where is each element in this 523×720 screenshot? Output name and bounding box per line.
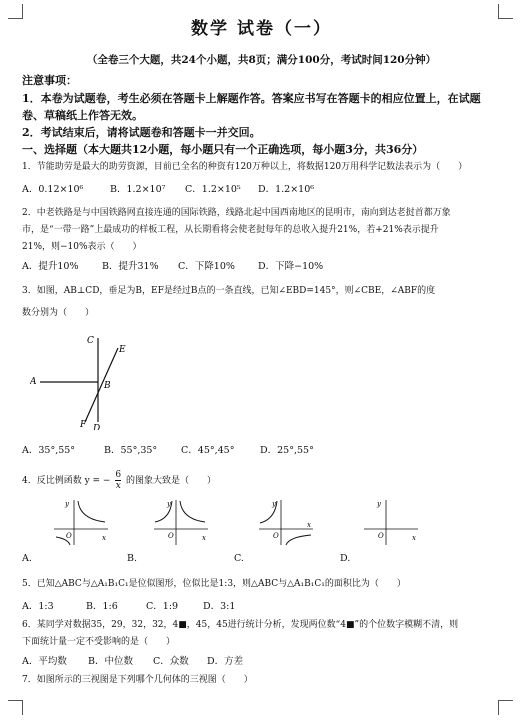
crop-mark-bottom-left (8, 700, 23, 715)
q4-fraction (115, 470, 121, 491)
label-b: B (104, 381, 111, 391)
question-2-line-3: 21%，则−10%表示（ ） (22, 242, 142, 252)
q3-option-c: C．45°,45° (181, 445, 235, 456)
question-2-line-2: 市，是“一带一路”上最成功的样板工程，从长期看将会使老挝每年的总收入提升21%，若+21%表示提升 (22, 225, 439, 235)
q4b-y-label: y (167, 500, 171, 508)
q1-option-b: B．1.2×10⁷ (110, 184, 166, 195)
note-1-line-1: 1．本卷为试题卷，考生必须在答题卡上解题作答。答案应书写在答题卡的相应位置上，在试题 (22, 92, 481, 105)
q4-numerator: 6 (115, 470, 122, 480)
q4-suffix: 的图象大致是（ ） (125, 476, 216, 486)
q2-option-c: C．下降10% (178, 261, 235, 272)
q5-option-d: D．3:1 (203, 601, 236, 612)
page-title: 数学 试卷（一） (191, 19, 332, 39)
question-2-line-1: 2．中老铁路是与中国铁路网直接连通的国际铁路，线路北起中国西南地区的昆明市，南向到达老挝首都万象 (22, 208, 451, 218)
label-a: A (30, 377, 37, 387)
question-4-text (22, 470, 216, 491)
q4d-origin-label: O (378, 532, 384, 540)
section-1-heading: 一、选择题（本大题共12小题，每小题只有一个正确选项，每小题3分，共36分） (22, 143, 424, 156)
q4a-x-label: x (102, 534, 106, 542)
note-2: 2．考试结束后，请将试题卷和答题卡一并交回。 (22, 126, 261, 139)
note-1-line-2: 卷、草稿纸上作答无效。 (22, 109, 143, 122)
q2-option-d: D．下降−10% (258, 261, 324, 272)
q6-option-a: A．平均数 (22, 656, 67, 667)
q4b-origin-label: O (168, 532, 174, 540)
q6-option-d: D．方差 (207, 656, 244, 667)
q4-prefix: 4．反比例函数 y = − (22, 476, 111, 486)
q1-option-a: A．0.12×10⁶ (22, 184, 84, 195)
question-6-line-1: 6．某同学对数据35，29，32，32，4■，45，45进行统计分析，发现两位数“4■”的个位数字模糊不清，则 (22, 620, 459, 630)
q4d-y-label: y (377, 500, 381, 508)
q4-option-a: A. (22, 553, 32, 564)
q5-option-c: C．1:9 (146, 601, 179, 612)
q3-option-b: B．55°,35° (104, 445, 158, 456)
question-7-text: 7．如图所示的三视图是下列哪个几何体的三视图（ ） (22, 675, 253, 685)
q5-option-b: B．1:6 (86, 601, 118, 612)
q3-option-a: A．35°,55° (22, 445, 76, 456)
q3-option-d: D．25°,55° (260, 445, 314, 456)
q4-option-b: B. (127, 553, 138, 564)
q4-denominator: x (115, 481, 121, 491)
q1-option-c: C．1.2×10⁵ (185, 184, 241, 195)
question-3-line-2: 数分别为（ ） (22, 308, 95, 318)
exam-info: （全卷三个大题，共24个小题，共8页；满分100分，考试时间120分钟） (86, 54, 437, 66)
label-f: F (80, 420, 87, 430)
q4-option-d: D. (340, 553, 351, 564)
q4-graph-a (50, 497, 110, 547)
question-1-text: 1．节能助劳是最大的助劳资源，目前已全名的种资有120万种以上，将数据120万用科学记数法表示为（ ） (22, 162, 468, 172)
label-c: C (87, 336, 94, 346)
q4c-x-label: x (307, 521, 311, 529)
q4-graph-d (360, 497, 420, 547)
crop-mark-bottom-right (498, 700, 513, 715)
q5-option-a: A．1:3 (22, 601, 54, 612)
q4c-y-label: y (272, 500, 276, 508)
q2-option-a: A．提升10% (22, 261, 79, 272)
q1-option-d: D．1.2×10⁶ (258, 184, 315, 195)
q2-option-b: B．提升31% (102, 261, 159, 272)
q4d-x-label: x (412, 534, 416, 542)
label-d: D (93, 424, 101, 430)
q4a-origin-label: O (66, 532, 72, 540)
q4-graph-b (150, 497, 210, 547)
q4-option-c: C. (234, 553, 244, 564)
notes-heading: 注意事项： (22, 74, 77, 87)
perpendicular-lines-figure (30, 330, 140, 430)
q4c-origin-label: O (273, 532, 279, 540)
q4a-y-label: y (65, 500, 69, 508)
q4b-x-label: x (202, 534, 206, 542)
question-3-line-1: 3．如图，AB⊥CD，垂足为B，EF是经过B点的一条直线，已知∠EBD=145°，则∠CBE，∠ABF的度 (22, 286, 436, 296)
label-e: E (119, 345, 126, 355)
q6-option-b: B．中位数 (88, 656, 133, 667)
q6-option-c: C．众数 (153, 656, 189, 667)
q4-graph-c (255, 497, 315, 547)
question-6-line-2: 下面统计量一定不受影响的是（ ） (22, 637, 176, 647)
question-5-text: 5．已知△ABC与△A₁B₁C₁是位似图形，位似比是1:3，则△ABC与△A₁B₁C₁的面积比为（ ） (22, 579, 406, 589)
